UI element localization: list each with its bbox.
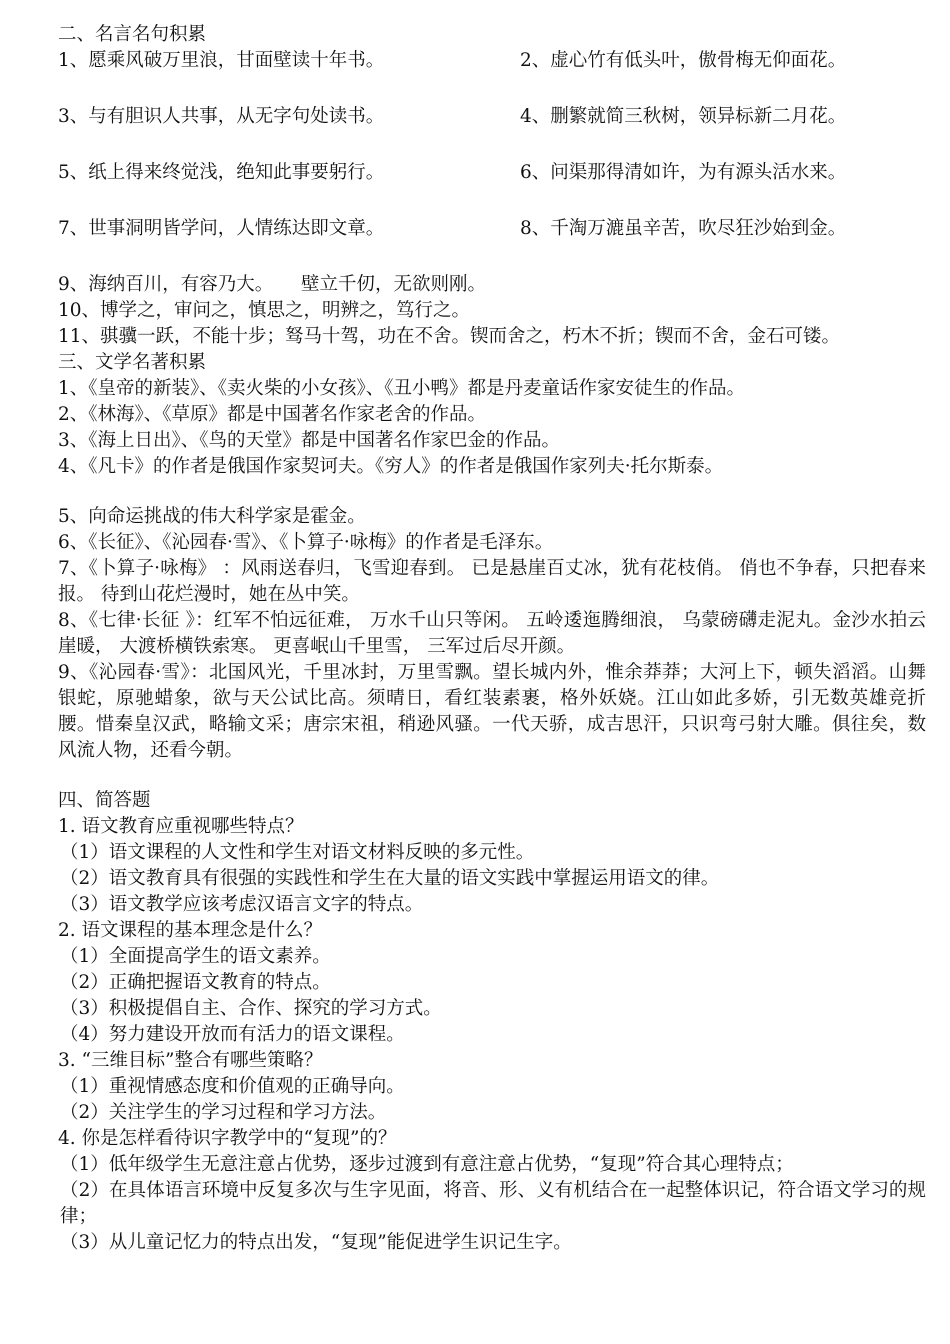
answer-item: （3）语文教学应该考虑汉语言文字的特点。 (60, 894, 424, 915)
quote-item: 8、千淘万漉虽辛苦，吹尽狂沙始到金。 (520, 218, 847, 239)
answer-item: （2）语文教育具有很强的实践性和学生在大量的语文实践中掌握运用语文的律。 (60, 868, 720, 889)
question-title: 1. 语文教育应重视哪些特点？ (58, 816, 304, 837)
quote-item: 9、海纳百川，有容乃大。 壁立千仞，无欲则刚。 (58, 274, 487, 295)
answer-item: （2）正确把握语文教育的特点。 (60, 972, 331, 993)
quote-item: 5、纸上得来终觉浅，绝知此事要躬行。 (58, 162, 385, 183)
quote-pair-row (58, 104, 926, 130)
spacer (58, 764, 926, 788)
section-heading-questions: 四、简答题 (58, 790, 151, 811)
literature-item: 6、《长征》、《沁园春·雪》、《卜算子·咏梅》的作者是毛泽东。 (58, 532, 554, 553)
answer-item: （1）语文课程的人文性和学生对语文材料反映的多元性。 (60, 842, 535, 863)
spacer (58, 130, 926, 160)
quote-pair-row (58, 48, 926, 74)
answer-item: （1）低年级学生无意注意占优势，逐步过渡到有意注意占优势，“复现”符合其心理特点； (60, 1154, 794, 1175)
question-title: 4. 你是怎样看待识字教学中的“复现”的？ (58, 1128, 397, 1149)
spacer (58, 242, 926, 272)
answer-item: （4）努力建设开放而有活力的语文课程。 (60, 1024, 405, 1045)
quote-pair-row (58, 160, 926, 186)
spacer (58, 186, 926, 216)
section-heading-literature: 三、文学名著积累 (58, 352, 207, 373)
question-title: 3. “三维目标”整合有哪些策略？ (58, 1050, 323, 1071)
literature-item: 5、向命运挑战的伟大科学家是霍金。 (58, 506, 366, 527)
quote-item: 6、问渠那得清如许，为有源头活水来。 (520, 162, 847, 183)
section-heading-quotes: 二、名言名句积累 (58, 24, 207, 45)
poem-item: 9、《沁园春·雪》：北国风光，千里冰封，万里雪飘。望长城内外，惟余莽莽；大河上下，顿失滔滔。山舞银蛇，原驰蜡象，欲与天公试比高。须晴日，看红装素裹，格外妖娆。江山如此多娇，引无数英雄竞折腰。惜秦皇汉武，略输文采；唐宗宋祖，稍逊风骚。一代天骄，成吉思汗，只识弯弓射大雕。俱往矣，数风流人物，还看今朝。 (58, 662, 926, 761)
quote-item: 7、世事洞明皆学问，人情练达即文章。 (58, 218, 385, 239)
literature-item: 1、《皇帝的新装》、《卖火柴的小女孩》、《丑小鸭》都是丹麦童话作家安徒生的作品。 (58, 378, 746, 399)
quote-item: 4、删繁就简三秋树，领异标新二月花。 (520, 106, 847, 127)
poem-item: 8、《七律·长征 》：红军不怕远征难， 万水千山只等闲。 五岭逶迤腾细浪， 乌蒙磅礴走泥丸。金沙水拍云崖暖， 大渡桥横铁索寒。 更喜岷山千里雪， 三军过后尽开颜。 (58, 610, 926, 657)
answer-item: （1）重视情感态度和价值观的正确导向。 (60, 1076, 405, 1097)
literature-item: 2、《林海》、《草原》都是中国著名作家老舍的作品。 (58, 404, 487, 425)
spacer (58, 480, 926, 504)
answer-item: （1）全面提高学生的语文素养。 (60, 946, 331, 967)
answer-item: （3）积极提倡自主、合作、探究的学习方式。 (60, 998, 442, 1019)
answer-item: （2）在具体语言环境中反复多次与生字见面，将音、形、义有机结合在一起整体识记，符合语文学习的规律； (60, 1180, 926, 1227)
quote-item: 3、与有胆识人共事，从无字句处读书。 (58, 106, 385, 127)
quote-item: 1、愿乘风破万里浪，甘面壁读十年书。 (58, 50, 385, 71)
quote-pair-row (58, 216, 926, 242)
answer-item: （3）从儿童记忆力的特点出发，“复现”能促进学生识记生字。 (60, 1232, 572, 1253)
spacer (58, 74, 926, 104)
answer-item: （2）关注学生的学习过程和学习方法。 (60, 1102, 387, 1123)
literature-item: 3、《海上日出》、《鸟的天堂》都是中国著名作家巴金的作品。 (58, 430, 561, 451)
quote-item: 10、博学之，审问之，慎思之，明辨之，笃行之。 (58, 300, 471, 321)
question-title: 2. 语文课程的基本理念是什么？ (58, 920, 323, 941)
quote-item: 2、虚心竹有低头叶，傲骨梅无仰面花。 (520, 50, 847, 71)
literature-item: 4、《凡卡》的作者是俄国作家契诃夫。《穷人》的作者是俄国作家列夫·托尔斯泰。 (58, 456, 724, 477)
quote-item: 11、骐骥一跃，不能十步；驽马十驾，功在不舍。锲而舍之，朽木不折；锲而不舍，金石可镂。 (58, 326, 841, 347)
poem-item: 7、《卜算子·咏梅》 ：风雨送春归，飞雪迎春到。 已是悬崖百丈冰，犹有花枝俏。 俏也不争春，只把春来报。 待到山花烂漫时，她在丛中笑。 (58, 558, 926, 605)
